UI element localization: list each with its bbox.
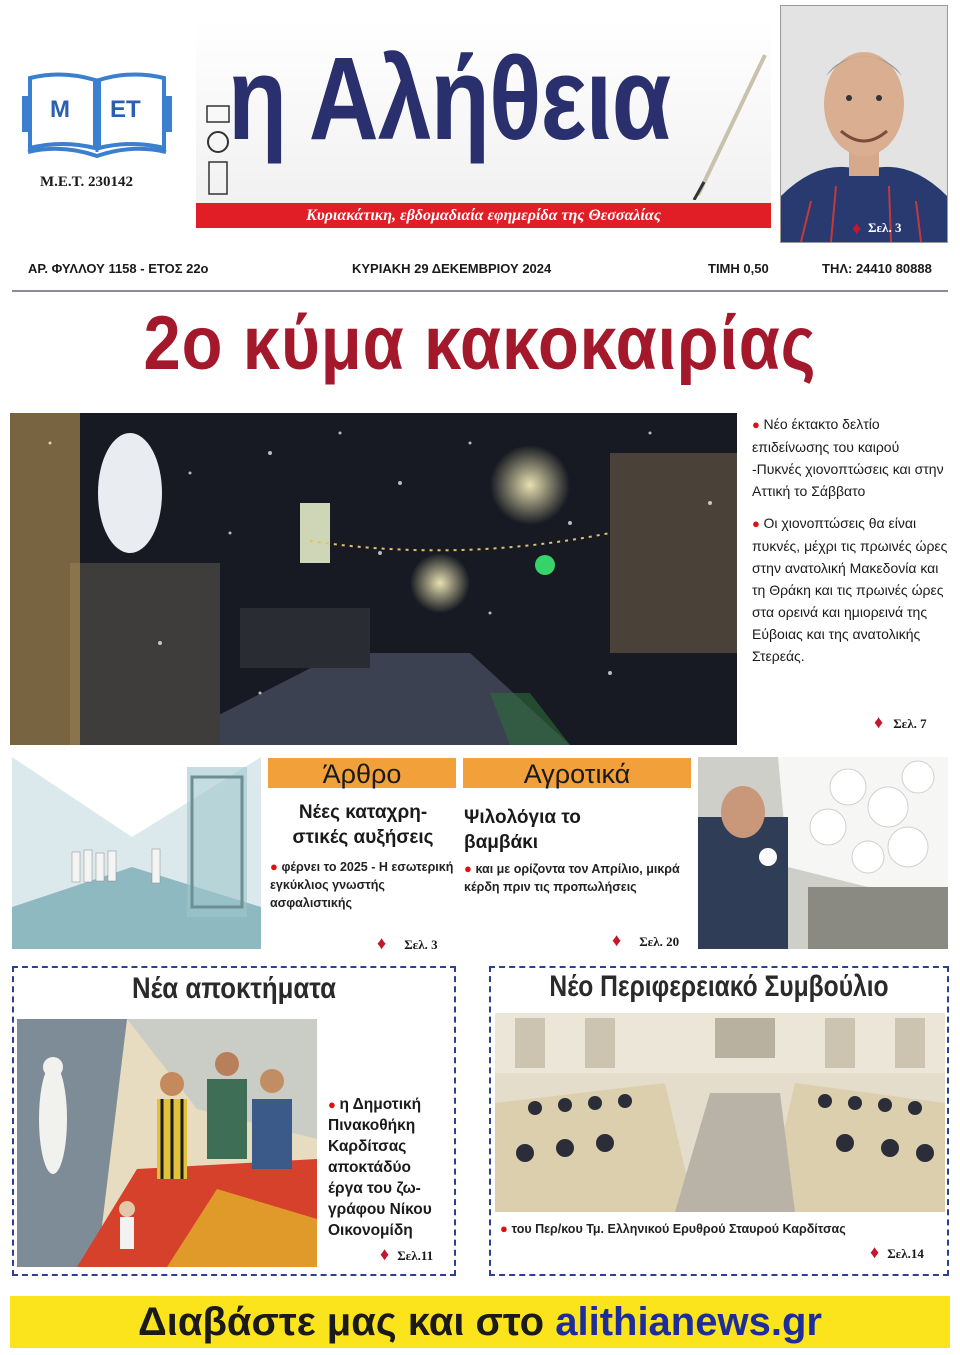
article-summary-text: φέρνει το 2025 - Η εσωτερική εγκύκλιος γνωστής ασφαλιστικής [270,860,454,910]
section-label-article[interactable]: Άρθρο [268,758,456,788]
lead-page-ref-text: Σελ. 7 [893,716,927,731]
acquisitions-page-ref[interactable] [380,1244,433,1265]
footer-text: Διαβάστε μας και στο [138,1300,545,1344]
issue-price: ΤΙΜΗ 0,50 [708,261,769,276]
article-title-line-2: στικές αυξήσεις [292,827,434,848]
diamond-icon: ♦ [377,933,387,953]
article-page-ref[interactable] [377,933,438,954]
council-page-ref[interactable] [870,1242,924,1263]
acquisitions-painting[interactable] [17,1019,317,1267]
agro-page-ref[interactable] [612,930,679,951]
diamond-icon: ♦ [612,930,622,950]
diamond-icon: ♦ [870,1242,880,1262]
acquisitions-line-6: γράφου Νίκου [328,1201,432,1218]
acquisitions-line-3: Καρδίτσας [328,1138,407,1155]
header-divider [12,290,948,292]
author-page-ref[interactable]: Σελ. 3 [868,220,902,235]
met-logo-letter-m: M [50,96,70,123]
acquisitions-line-4: αποκτάδύο [328,1159,411,1176]
footer-url-link[interactable]: alithianews.gr [555,1300,822,1344]
diamond-icon: ♦ [874,712,884,732]
agro-summary-text: και με ορίζοντα τον Απρίλιο, μικρά κέρδη πριν τις προπωλήσεις [464,862,680,894]
quill-icon [690,50,770,200]
acquisitions-summary [328,1094,450,1241]
footer-banner[interactable] [10,1296,950,1348]
acquisitions-line-5: έργα του ζω- [328,1180,421,1197]
section-label-agro[interactable]: Αγροτικά [463,758,691,788]
lead-page-ref[interactable] [874,712,927,733]
main-headline[interactable]: 2ο κύμα κακοκαιρίας [143,301,817,386]
bullet-icon: ● [752,516,764,531]
agro-title-line-2: βαμβάκι [464,832,539,853]
lead-bullet-2 [752,512,948,667]
masthead-tagline: Κυριακάτικη, εβδομαδιαία εφημερίδα της Θεσσαλίας [196,203,771,228]
agro-summary [464,860,692,896]
author-page-diamond-icon: ♦ [852,218,862,238]
council-page-ref-text: Σελ.14 [887,1246,924,1261]
issue-date: ΚΥΡΙΑΚΗ 29 ΔΕΚΕΜΒΡΙΟΥ 2024 [352,261,552,276]
article-title[interactable] [268,800,458,850]
lead-bullet-1-text: Νέο έκτακτο δελτίο επιδείνωσης του καιρού -Πυκνές χιονοπτώσεις και στην Αττική το Σάββατο [752,416,944,499]
article-page-ref-text: Σελ. 3 [404,937,438,952]
council-caption-text: του Περ/κου Τμ. Ελληνικού Ερυθρού Σταυρού Καρδίτσας [511,1222,846,1236]
article-photo-hospital-corridor[interactable] [12,757,261,949]
issue-info-bar [12,257,948,283]
bullet-icon: ● [464,861,476,876]
met-logo [22,68,172,160]
agro-title[interactable] [464,805,692,855]
agro-photo-cotton[interactable] [698,757,948,949]
agro-page-ref-text: Σελ. 20 [639,934,680,949]
lead-bullet-2-text: Οι χιονοπτώσεις θα είναι πυκνές, μέχρι τις πρωινές ώρες στην ανατολική Μακεδονία και τη Θράκη και τις πρωινές ώρες στα ορεινά και ημιορεινά της Εύβοιας και της ανατολικής Στερεάς. [752,515,948,664]
acquisitions-line-7: Οικονομίδη [328,1222,413,1239]
bullet-icon: ● [752,417,764,432]
masthead-title: η Αλήθεια [228,33,671,165]
lead-summary [752,413,948,677]
issue-number: ΑΡ. ΦΥΛΛΟΥ 1158 - ΕΤΟΣ 22ο [28,261,209,276]
council-title[interactable]: Νέο Περιφερειακό Συμβούλιο [549,970,889,1003]
met-logo-letters-et: ET [110,96,141,123]
agro-title-line-1: Ψιλολόγια το [464,807,581,828]
article-summary [270,858,456,912]
council-caption [500,1220,940,1238]
acquisitions-line-1: ● η Δημοτική [328,1096,422,1113]
council-photo[interactable] [495,1013,945,1212]
lead-photo-snowy-street[interactable] [10,413,737,745]
diamond-icon: ♦ [380,1244,390,1264]
lead-bullet-1 [752,413,948,502]
bullet-icon: ● [270,859,282,874]
acquisitions-page-ref-text: Σελ.11 [397,1248,434,1263]
met-number: Μ.Ε.Τ. 230142 [40,174,134,190]
phone-number: ΤΗΛ: 24410 80888 [822,261,932,276]
acquisitions-line-2: Πινακοθήκη [328,1117,416,1134]
bullet-icon: ● [500,1221,512,1236]
acquisitions-title[interactable]: Νέα αποκτήματα [132,972,336,1005]
bullet-icon: ● [328,1097,340,1112]
article-title-line-1: Νέες καταχρη- [298,802,428,823]
author-photo [780,5,948,243]
